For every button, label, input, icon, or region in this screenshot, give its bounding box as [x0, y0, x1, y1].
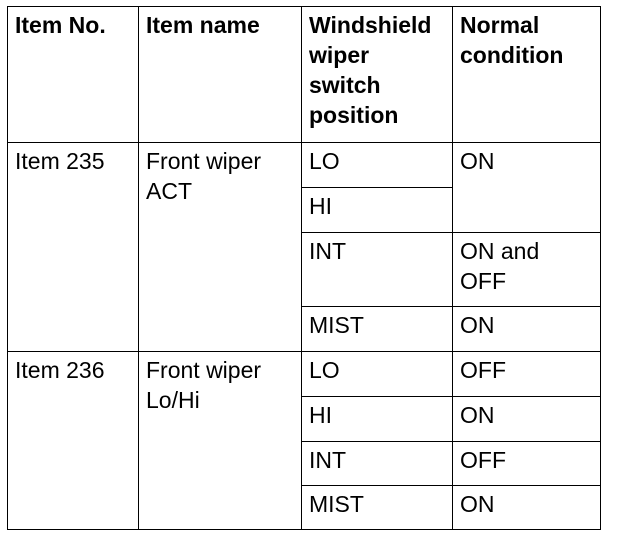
switch-position-cell: LO: [302, 143, 453, 188]
header-line: condition: [460, 42, 564, 68]
switch-position-cell: MIST: [302, 486, 453, 530]
normal-condition-cell: ON: [453, 307, 601, 352]
normal-condition-cell: OFF: [453, 352, 601, 397]
switch-position-cell: LO: [302, 352, 453, 397]
header-switch-position: [302, 7, 453, 143]
header-line: wiper: [309, 42, 370, 68]
switch-position-cell: MIST: [302, 307, 453, 352]
normal-condition-cell: ON: [453, 486, 601, 530]
table-row: [8, 143, 601, 188]
table-row: [8, 352, 601, 397]
normal-condition-cell: ON and OFF: [453, 233, 601, 307]
normal-condition-cell: OFF: [453, 442, 601, 486]
item-name-cell: Front wiper Lo/Hi: [139, 352, 302, 530]
header-item-name: Item name: [139, 7, 302, 143]
wiper-switch-table: [7, 6, 601, 530]
header-normal-condition: [453, 7, 601, 143]
header-item-no: Item No.: [8, 7, 139, 143]
header-line: Normal: [460, 12, 540, 38]
normal-condition-cell: ON: [453, 397, 601, 442]
item-no-cell: Item 236: [8, 352, 139, 530]
item-name-cell: Front wiper ACT: [139, 143, 302, 352]
switch-position-cell: INT: [302, 442, 453, 486]
item-no-cell: Item 235: [8, 143, 139, 352]
header-row: [8, 7, 601, 143]
header-line: position: [309, 102, 399, 128]
header-line: switch: [309, 72, 381, 98]
header-line: Windshield: [309, 12, 432, 38]
switch-position-cell: HI: [302, 397, 453, 442]
switch-position-cell: HI: [302, 188, 453, 233]
normal-condition-cell: ON: [453, 143, 601, 233]
switch-position-cell: INT: [302, 233, 453, 307]
